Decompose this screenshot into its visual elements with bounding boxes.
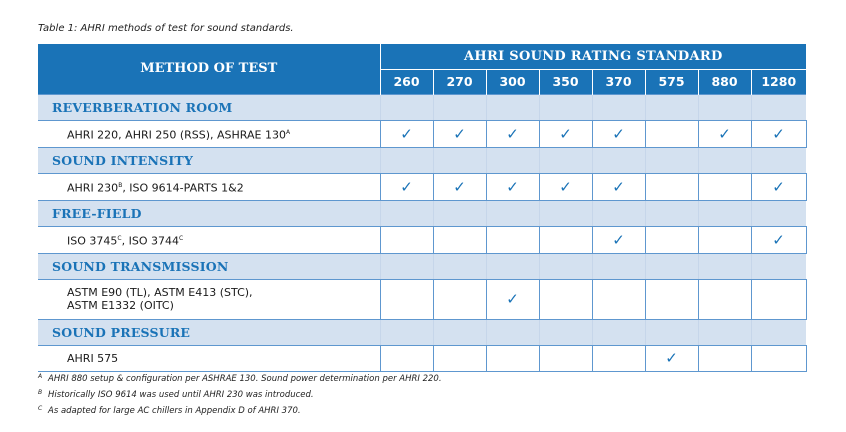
footnote-ref: A xyxy=(285,128,291,136)
check-icon: ✓ xyxy=(612,124,625,143)
method-name xyxy=(38,345,380,371)
cell-300 xyxy=(486,173,539,200)
cell-300 xyxy=(486,120,539,147)
cell-370 xyxy=(592,345,645,371)
section-cell xyxy=(539,147,592,173)
check-icon: ✓ xyxy=(718,124,731,143)
section-cell xyxy=(751,147,806,173)
section-title: FREE-FIELD xyxy=(38,200,380,226)
method-name xyxy=(38,173,380,200)
section-cell xyxy=(592,200,645,226)
column-header-270: 270 xyxy=(433,69,486,94)
method-row-free-field xyxy=(38,226,806,253)
cell-270 xyxy=(433,345,486,371)
section-cell xyxy=(645,94,698,120)
cell-300 xyxy=(486,345,539,371)
method-row-sound-transmission xyxy=(38,279,806,319)
section-cell xyxy=(645,253,698,279)
cell-1280 xyxy=(751,173,806,200)
method-name xyxy=(38,226,380,253)
cell-880 xyxy=(698,226,751,253)
column-header-575: 575 xyxy=(645,69,698,94)
cell-270 xyxy=(433,173,486,200)
column-header-370: 370 xyxy=(592,69,645,94)
section-cell xyxy=(433,94,486,120)
method-line: ASTM E90 (TL), ASTM E413 (STC), xyxy=(67,286,253,299)
section-cell xyxy=(698,94,751,120)
cell-350 xyxy=(539,173,592,200)
check-icon: ✓ xyxy=(612,230,625,249)
footnote-mark: B xyxy=(38,389,43,396)
cell-1280 xyxy=(751,345,806,371)
sound-standards-table xyxy=(38,44,807,372)
cell-575 xyxy=(645,345,698,371)
column-header-300: 300 xyxy=(486,69,539,94)
method-text: AHRI 220, AHRI 250 (RSS), ASHRAE 130 xyxy=(67,128,286,142)
section-cell xyxy=(645,200,698,226)
check-icon: ✓ xyxy=(506,290,519,308)
section-title: SOUND PRESSURE xyxy=(38,319,380,345)
cell-350 xyxy=(539,279,592,319)
cell-350 xyxy=(539,345,592,371)
cell-260 xyxy=(380,345,433,371)
section-cell xyxy=(698,253,751,279)
cell-575 xyxy=(645,226,698,253)
footnote-mark: A xyxy=(38,373,43,380)
method-row-reverberation-room xyxy=(38,120,806,147)
section-cell xyxy=(380,200,433,226)
method-line: ASTM E1332 (OITC) xyxy=(67,299,174,312)
section-cell xyxy=(486,319,539,345)
footnote-text: Historically ISO 9614 was used until AHRI 230 was introduced. xyxy=(48,390,314,400)
footnote-ref: B xyxy=(118,181,123,189)
cell-370 xyxy=(592,279,645,319)
cell-1280 xyxy=(751,279,806,319)
section-cell xyxy=(486,200,539,226)
cell-260 xyxy=(380,173,433,200)
method-text: ISO 3745 xyxy=(67,234,118,248)
section-cell xyxy=(486,253,539,279)
section-cell xyxy=(539,200,592,226)
cell-270 xyxy=(433,120,486,147)
cell-1280 xyxy=(751,226,806,253)
section-row-free-field xyxy=(38,200,806,226)
check-icon: ✓ xyxy=(400,124,413,143)
section-cell xyxy=(433,200,486,226)
section-cell xyxy=(592,319,645,345)
footnote-c xyxy=(38,405,301,416)
check-icon: ✓ xyxy=(559,177,572,196)
section-cell xyxy=(433,147,486,173)
cell-880 xyxy=(698,345,751,371)
cell-370 xyxy=(592,226,645,253)
section-cell xyxy=(751,200,806,226)
cell-575 xyxy=(645,173,698,200)
method-name xyxy=(38,120,380,147)
section-cell xyxy=(698,319,751,345)
footnote-text: AHRI 880 setup & configuration per ASHRAE 130. Sound power determination per AHRI 220. xyxy=(48,374,442,384)
cell-300 xyxy=(486,226,539,253)
check-icon: ✓ xyxy=(453,124,466,143)
section-cell xyxy=(486,94,539,120)
cell-880 xyxy=(698,173,751,200)
check-icon: ✓ xyxy=(506,177,519,196)
method-row-sound-intensity xyxy=(38,173,806,200)
column-header-350: 350 xyxy=(539,69,592,94)
check-icon: ✓ xyxy=(453,177,466,196)
section-cell xyxy=(380,147,433,173)
rating-standard-header: AHRI SOUND RATING STANDARD xyxy=(380,44,806,69)
section-cell xyxy=(751,319,806,345)
section-row-reverberation-room xyxy=(38,94,806,120)
cell-575 xyxy=(645,279,698,319)
column-header-260: 260 xyxy=(380,69,433,94)
cell-370 xyxy=(592,120,645,147)
check-icon: ✓ xyxy=(506,124,519,143)
section-title: SOUND INTENSITY xyxy=(38,147,380,173)
column-header-1280: 1280 xyxy=(751,69,806,94)
section-cell xyxy=(380,319,433,345)
section-cell xyxy=(645,319,698,345)
cell-260 xyxy=(380,279,433,319)
section-cell xyxy=(486,147,539,173)
section-cell xyxy=(645,147,698,173)
section-cell xyxy=(592,253,645,279)
cell-880 xyxy=(698,279,751,319)
cell-1280 xyxy=(751,120,806,147)
section-row-sound-pressure xyxy=(38,319,806,345)
method-text: , ISO 9614-PARTS 1&2 xyxy=(122,181,244,195)
section-cell xyxy=(592,147,645,173)
section-row-sound-transmission xyxy=(38,253,806,279)
check-icon: ✓ xyxy=(400,177,413,196)
section-cell xyxy=(433,253,486,279)
cell-300 xyxy=(486,279,539,319)
cell-350 xyxy=(539,226,592,253)
check-icon: ✓ xyxy=(665,349,678,367)
cell-880 xyxy=(698,120,751,147)
footnote-a xyxy=(38,373,442,384)
table-caption: Table 1: AHRI methods of test for sound standards. xyxy=(38,23,294,34)
section-cell xyxy=(539,319,592,345)
method-name xyxy=(38,279,380,319)
cell-270 xyxy=(433,279,486,319)
method-text: AHRI 575 xyxy=(67,351,119,365)
cell-370 xyxy=(592,173,645,200)
cell-270 xyxy=(433,226,486,253)
column-header-880: 880 xyxy=(698,69,751,94)
section-cell xyxy=(380,94,433,120)
cell-260 xyxy=(380,120,433,147)
section-cell xyxy=(539,94,592,120)
check-icon: ✓ xyxy=(772,230,785,249)
cell-575 xyxy=(645,120,698,147)
check-icon: ✓ xyxy=(559,124,572,143)
section-cell xyxy=(698,200,751,226)
footnote-ref: C xyxy=(117,234,122,242)
section-title: REVERBERATION ROOM xyxy=(38,94,380,120)
section-cell xyxy=(539,253,592,279)
section-cell xyxy=(380,253,433,279)
check-icon: ✓ xyxy=(612,177,625,196)
section-cell xyxy=(698,147,751,173)
section-cell xyxy=(751,94,806,120)
section-cell xyxy=(433,319,486,345)
cell-350 xyxy=(539,120,592,147)
method-text: , ISO 3744 xyxy=(121,234,179,248)
footnote-mark: C xyxy=(38,405,43,412)
check-icon: ✓ xyxy=(772,177,785,196)
method-row-sound-pressure xyxy=(38,345,806,371)
footnote-ref: C xyxy=(178,234,184,242)
method-of-test-header: METHOD OF TEST xyxy=(38,44,380,94)
check-icon: ✓ xyxy=(772,124,785,143)
section-row-sound-intensity xyxy=(38,147,806,173)
method-text: AHRI 230 xyxy=(67,181,119,195)
footnote-b xyxy=(38,389,314,400)
section-title: SOUND TRANSMISSION xyxy=(38,253,380,279)
cell-260 xyxy=(380,226,433,253)
section-cell xyxy=(592,94,645,120)
footnote-text: As adapted for large AC chillers in Appendix D of AHRI 370. xyxy=(48,406,301,416)
section-cell xyxy=(751,253,806,279)
